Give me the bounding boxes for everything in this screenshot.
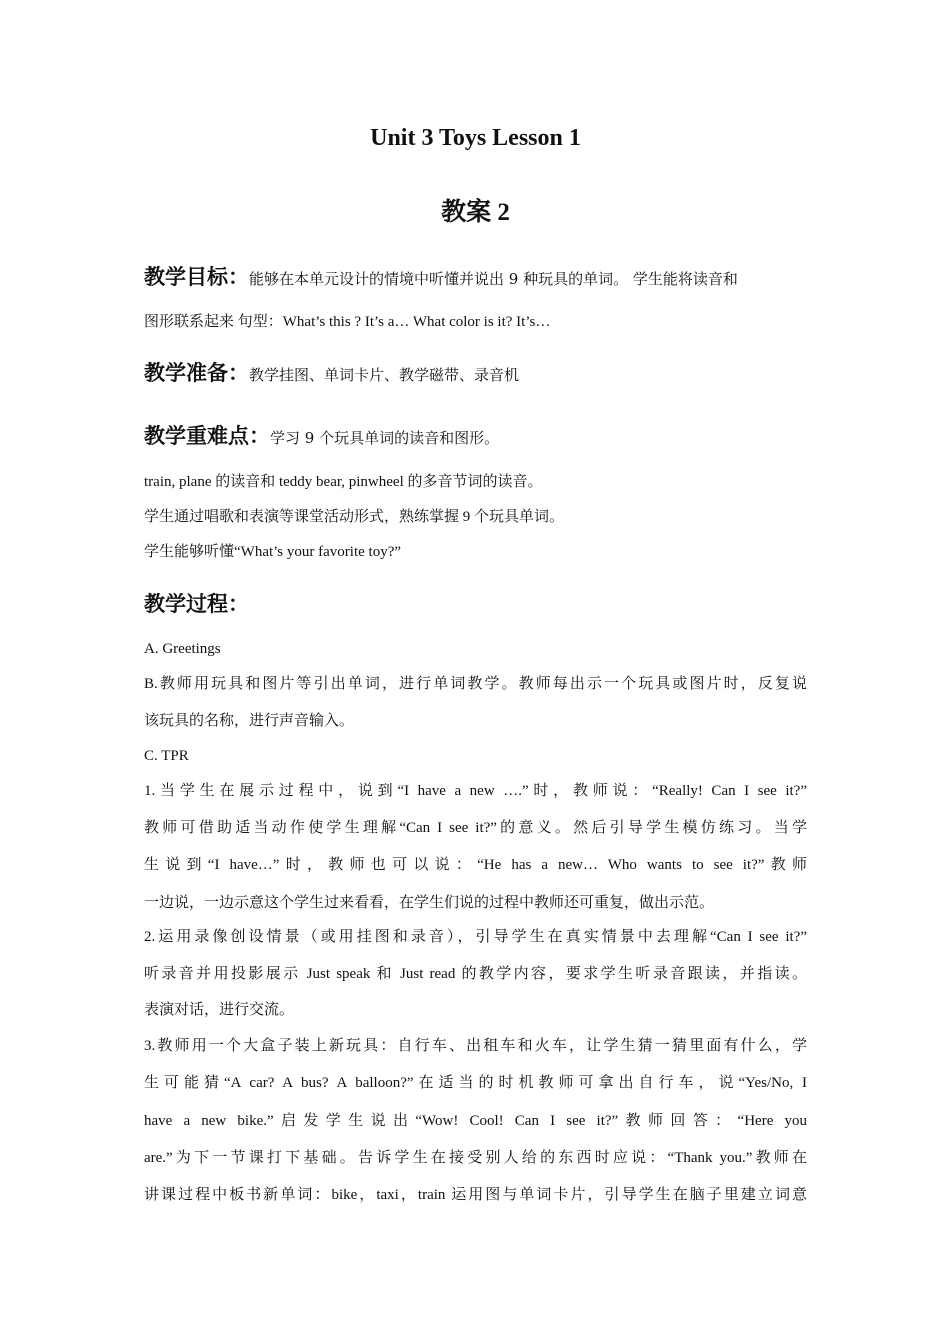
objectives-label: 教学目标： bbox=[144, 265, 249, 289]
document-subtitle: 教案 2 bbox=[441, 199, 510, 226]
process-line: A. Greetings bbox=[144, 641, 221, 657]
objectives-text-line1: 能够在本单元设计的情境中听懂并说出 9 种玩具的单词。 学生能将读音和 bbox=[249, 270, 738, 288]
key-points-text: 学习 9 个玩具单词的读音和图形。 bbox=[270, 429, 500, 447]
preparation-label: 教学准备： bbox=[144, 361, 249, 385]
key-points-heading bbox=[144, 420, 499, 450]
key-points-label: 教学重难点： bbox=[144, 424, 270, 448]
process-line: 1.当学生在展示过程中，说到“I have a new ….”时，教师说：“Really! Can I see it?” bbox=[144, 783, 807, 799]
process-line: 该玩具的名称，进行声音输入。 bbox=[144, 713, 355, 729]
process-line: 生说到“I have…”时，教师也可以说：“He has a new… Who wants to see it?”教师 bbox=[144, 857, 807, 873]
process-line: C. TPR bbox=[144, 748, 189, 764]
process-line: 讲课过程中板书新单词：bike，taxi，train 运用图与单词卡片，引导学生在脑子里建立词意 bbox=[144, 1187, 807, 1203]
key-point-item: 学生通过唱歌和表演等课堂活动形式，熟练掌握 9 个玩具单词。 bbox=[144, 509, 565, 525]
process-heading bbox=[144, 588, 249, 618]
document-title: Unit 3 Toys Lesson 1 bbox=[370, 125, 581, 151]
process-line: have a new bike.”启发学生说出“Wow! Cool! Can I see it?”教师回答：“Here you bbox=[144, 1113, 807, 1129]
objectives-heading bbox=[144, 261, 738, 291]
process-line: 一边说，一边示意这个学生过来看看，在学生们说的过程中教师还可重复，做出示范。 bbox=[144, 895, 715, 911]
preparation-text: 教学挂图、单词卡片、教学磁带、录音机 bbox=[249, 366, 520, 384]
key-point-item: 学生能够听懂“What’s your favorite toy?” bbox=[144, 544, 402, 560]
process-line: 听录音并用投影展示 Just speak 和 Just read 的教学内容，要求学生听录音跟读，并指读。 bbox=[144, 966, 807, 982]
process-label: 教学过程： bbox=[144, 592, 249, 616]
key-point-item: train, plane 的读音和 teddy bear, pinwheel 的多音节词的读音。 bbox=[144, 474, 543, 490]
process-line: B.教师用玩具和图片等引出单词，进行单词教学。教师每出示一个玩具或图片时，反复说 bbox=[144, 676, 807, 692]
objectives-text-line2: 图形联系起来 句型：What’s this ? It’s a… What color is it? It’s… bbox=[144, 314, 551, 330]
process-line: 2.运用录像创设情景（或用挂图和录音），引导学生在真实情景中去理解“Can I see it?” bbox=[144, 929, 807, 945]
process-line: 教师可借助适当动作使学生理解“Can I see it?”的意义。然后引导学生模仿练习。当学 bbox=[144, 820, 807, 836]
preparation-heading bbox=[144, 357, 519, 387]
process-line: 表演对话，进行交流。 bbox=[144, 1002, 295, 1018]
process-line: are.”为下一节课打下基础。告诉学生在接受别人给的东西时应说：“Thank you.”教师在 bbox=[144, 1150, 807, 1166]
process-line: 生可能猜“A car? A bus? A balloon?”在适当的时机教师可拿出自行车，说“Yes/No, I bbox=[144, 1075, 807, 1091]
process-line: 3.教师用一个大盒子装上新玩具：自行车、出租车和火车，让学生猜一猜里面有什么，学 bbox=[144, 1038, 807, 1054]
